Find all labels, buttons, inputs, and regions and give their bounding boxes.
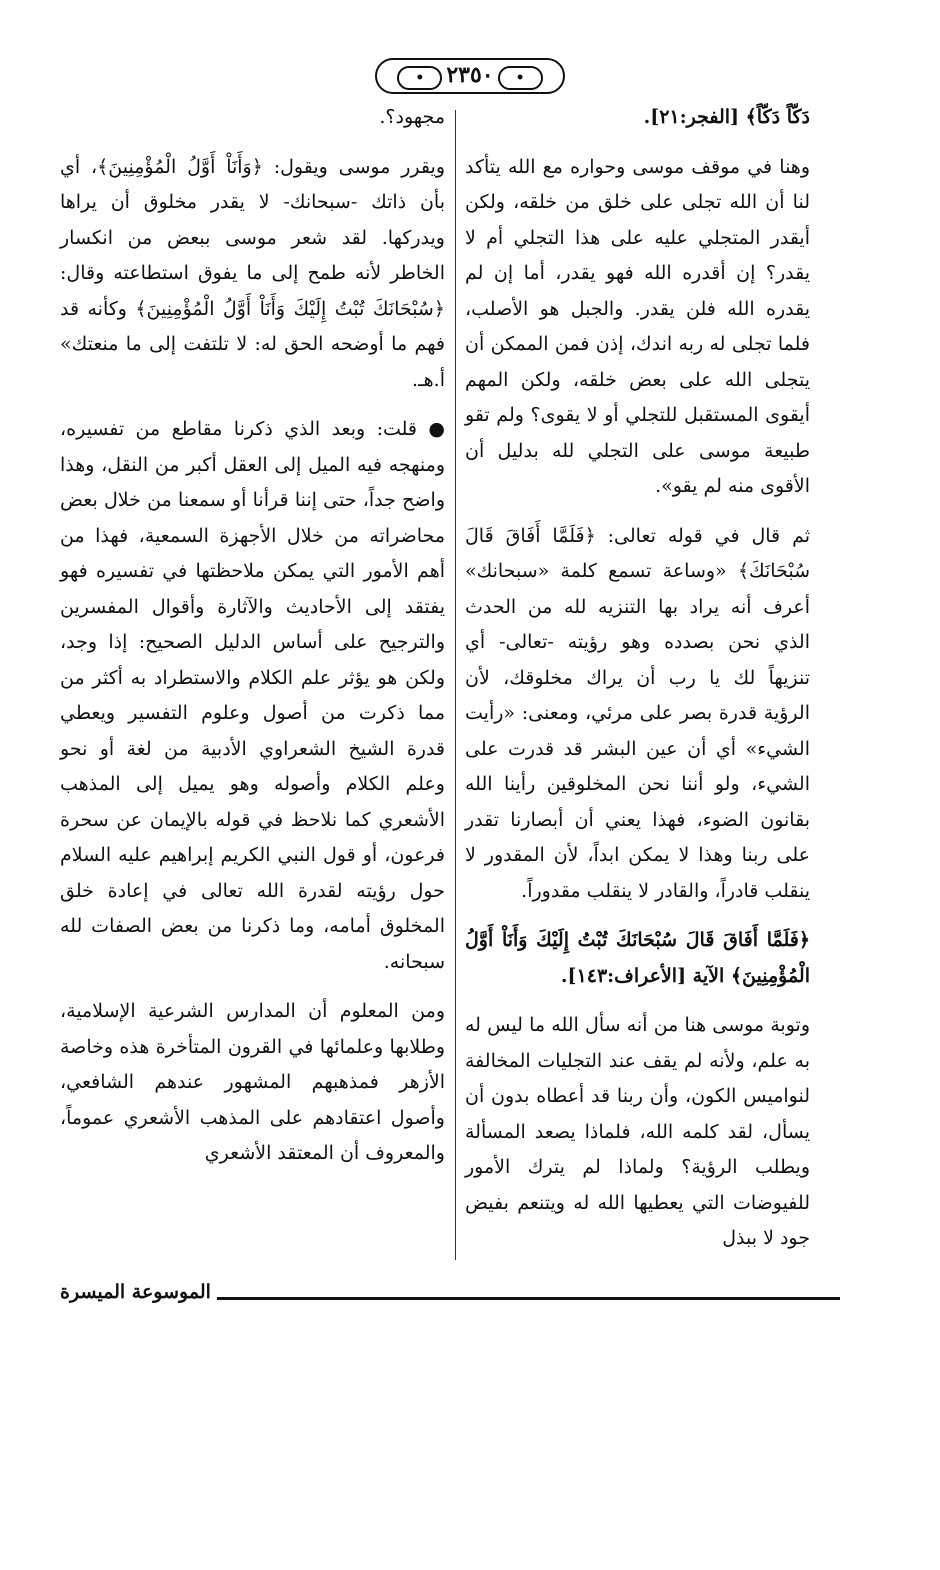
paragraph: ثم قال في قوله تعالى: ﴿فَلَمَّا أَفَاقَ قَالَ سُبْحَانَكَ﴾ «وساعة تسمع كلمة «سبحانك» أعرف أنه يراد بها التنزيه لله من الحدث الذي نحن بصدده وهو رؤيته -تعالى- أي تنزيهاً لك يا رب أن يراك مخلوقك، لأن الرؤية قدرة بصر على مرئي، ومعنى: «رأيت الشيء» أي أن عين البشر قد قدرت على الشيء، ولو أننا نحن المخلوقين رأينا الله بقانون الضوء، فهذا يعني أن أبصارنا تقدر على ربنا وهذا لا يمكن ابداً، لأن المقدور لا ينقلب قادراً، والقادر لا ينقلب مقدوراً.: [465, 524, 810, 902]
footer-title: الموسوعة الميسرة: [60, 1281, 217, 1303]
paragraph: مجهود؟.: [379, 106, 445, 128]
page-number-badge: •٢٣٥٠•: [0, 58, 940, 94]
right-column: [465, 100, 810, 1570]
paragraph: ﴿فَلَمَّا أَفَاقَ قَالَ سُبْحَانَكَ تُبْتُ إِلَيْكَ وَأَنَاْ أَوَّلُ الْمُؤْمِنِينَ﴾ الآية [الأعراف:١٤٣].: [465, 929, 810, 987]
page-footer: [60, 1281, 810, 1315]
column-divider: [455, 110, 456, 1260]
footer-rule: [140, 1297, 840, 1300]
left-column: [60, 100, 445, 1570]
page-number: ٢٣٥٠: [446, 62, 494, 88]
paragraph: ومن المعلوم أن المدارس الشرعية الإسلامية، وطلابها وعلمائها في القرون المتأخرة هذه وخاصة الأزهر فمذهبهم المشهور عندهم الشافعي، وأصول اعتقادهم على المذهب الأشعري عموماً، والمعروف أن المعتقد الأشعري: [60, 1000, 445, 1164]
paragraph: وتوبة موسى هنا من أنه سأل الله ما ليس له به علم، ولأنه لم يقف عند التجليات المخالفة لنواميس الكون، وأن ربنا قد أعطاه بدون أن يسأل، لقد كلمه الله، فلماذا يصعد المسألة ويطلب الرؤية؟ ولماذا لم يترك الأمور للفيوضات التي يعطيها الله له ويتنعم بفيض جود لا ببذل: [465, 1014, 810, 1249]
paragraph: ويقرر موسى ويقول: ﴿وَأَنَاْ أَوَّلُ الْمُؤْمِنِينَ﴾، أي بأن ذاتك -سبحانك- لا يقدر مخلوق أن يراها ويدركها. لقد شعر موسى ببعض من انكسار الخاطر لأنه طمح إلى ما يفوق استطاعته وقال: ﴿سُبْحَانَكَ تُبْتُ إِلَيْكَ وَأَنَاْ أَوَّلُ الْمُؤْمِنِينَ﴾ وكأنه قد فهم ما أوضحه الحق له: لا تلتفت إلى ما منعتك» أ.هـ.: [60, 155, 445, 391]
paragraph: وهنا في موقف موسى وحواره مع الله يتأكد لنا أن الله تجلى على خلق من خلقه، ولكن أيقدر المتجلي عليه على هذا التجلي أم لا يقدر؟ إن أقدره الله فهو يقدر، أما إن لم يقدره الله فلن يقدر. والجبل هو الأصلب، فلما تجلى له ربه اندك، إذن فمن الممكن أن يتجلى الله على بعض خلقه، ولكن المهم أيقوى المستقبل للتجلي أو لا يقوى؟ ولم تقو طبيعة موسى على التجلي لله بدليل أن الأقوى منه لم يقو».: [465, 155, 810, 497]
paragraph: دَكّاً دَكّاً﴾ [الفجر:٢١].: [643, 106, 810, 128]
paragraph: ● قلت: وبعد الذي ذكرنا مقاطع من تفسيره، ومنهجه فيه الميل إلى العقل أكبر من النقل، وهذا واضح جداً، حتى إننا قرأنا أو سمعنا من خلال بعض محاضراته من خلال الأجهزة السمعية، فهذا من أهم الأمور التي يمكن ملاحظتها في تفسيره فهو يفتقد إلى الأحاديث والآثارة وأقوال المفسرين والترجيح على أساس الدليل الصحيح: إذا وجد، ولكن هو يؤثر علم الكلام والاستطراد به أكثر من مما ذكرت من أصول وعلوم التفسير ويعطي قدرة الشيخ الشعراوي الأدبية من لغة أو نحو وعلم الكلام وأصوله وهو يميل إلى المذهب الأشعري كما نلاحظ في قوله بالإيمان عن سحرة فرعون، أو قول النبي الكريم إبراهيم عليه السلام حول رؤيته لقدرة الله تعالى في إعادة خلق المخلوق أمامه، وما ذكرنا من بعض الصفات لله سبحانه.: [60, 418, 445, 973]
